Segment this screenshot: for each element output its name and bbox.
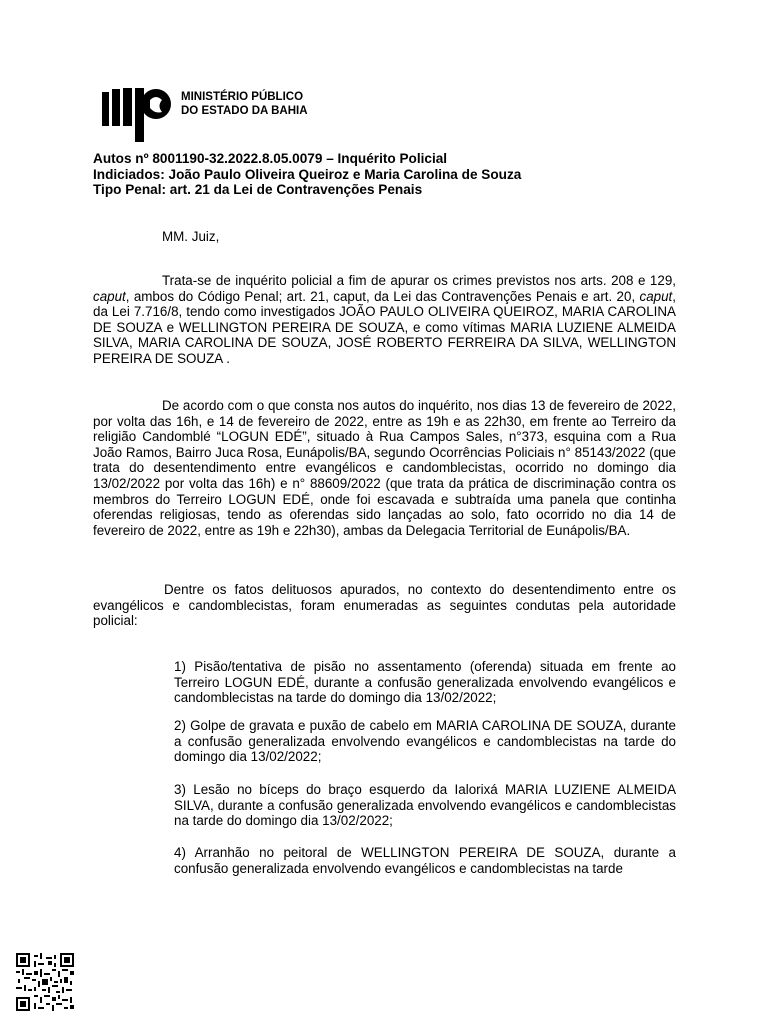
case-autos: Autos nº 8001190-32.2022.8.05.0079 – Inquérito Policial [93, 151, 448, 166]
case-header [93, 151, 521, 198]
p1-caput-2: caput [639, 288, 673, 304]
qr-code-icon [16, 953, 74, 1011]
paragraph-conducts-intro [93, 582, 676, 629]
case-tipo-penal: Tipo Penal: art. 21 da Lei de Contravenções Penais [93, 182, 423, 197]
list-item: 2) Golpe de gravata e puxão de cabelo em MARIA CAROLINA DE SOUZA, durante a confusão generalizada envolvendo evangélicos e candomblecistas na tarde do domingo dia 13/02/2022; [174, 718, 676, 765]
p1-text-a: Trata-se de inquérito policial a fim de apurar os crimes previstos nos arts. 208 e 129, [162, 273, 676, 288]
p2-text: De acordo com o que consta nos autos do inquérito, nos dias 13 de fevereiro de 2022, por volta das 16h, e 14 de fevereiro de 2022, entre as 19h e as 22h30, em frente ao Terreiro da religião Candomblé “LOGUN EDÉ”, situado à Rua Campos Sales, n°373, esquina com a Rua João Ramos, Bairro Juca Rosa, Eunápolis/BA, segundo Ocorrências Policiais n° 85143/2022 (que trata do desentendimento entre evangélicos e candomblecistas, ocorrido no domingo dia 13/02/2022 por volta das 16h) e n° 88609/2022 (que trata da prática de discriminação contra os membros do Terreiro LOGUN EDÉ, onde foi escavada e subtraída uma panela que continha oferendas religiosas, tendo as oferendas sido lançadas ao solo, fato ocorrido no dia 14 de fevereiro de 2022, entre as 19h e 22h30), ambas da Delegacia Territorial de Eunápolis/BA. [93, 398, 676, 538]
p1-text-e: , da Lei 7.716/8, tendo como investigados JOÃO PAULO OLIVEIRA QUEIROZ, MARIA CAROLINA DE SOUZA e WELLINGTON PEREIRA DE SOUZA, e como vítimas MARIA LUZIENE ALMEIDA SILVA, MARIA CAROLINA DE SOUZA, JOSÉ ROBERTO FERREIRA DA SILVA, WELLINGTON PEREIRA DE SOUZA . [93, 288, 676, 366]
org-line-1: MINISTÉRIO PÚBLICO [181, 91, 304, 103]
salutation: MM. Juiz, [162, 229, 220, 244]
list-item: 1) Pisão/tentativa de pisão no assentamento (oferenda) situada em frente ao Terreiro LOGUN EDÉ, durante a confusão generalizada envolvendo evangélicos e candomblecistas na tarde do domingo dia 13/02/2022; [174, 659, 676, 706]
p3-text: Dentre os fatos delituosos apurados, no contexto do desentendimento entre os evangélicos e candomblecistas, foram enumeradas as seguintes condutas pela autoridade policial: [93, 582, 676, 629]
paragraph-introduction [93, 273, 676, 367]
mp-logo-icon [100, 86, 172, 144]
header-logo [100, 86, 320, 146]
p1-text-c: , ambos do Código Penal; art. 21, caput, da Lei das Contravenções Penais e art. 20, [125, 288, 640, 304]
p1-caput-1: caput [93, 288, 126, 304]
org-line-2: DO ESTADO DA BAHIA [181, 105, 308, 117]
list-item: 3) Lesão no bíceps do braço esquerdo da Ialorixá MARIA LUZIENE ALMEIDA SILVA, durante a confusão generalizada envolvendo evangélicos e candomblecistas na tarde do domingo dia 13/02/2022; [174, 782, 676, 829]
case-indiciados: Indiciados: João Paulo Oliveira Queiroz e Maria Carolina de Souza [93, 166, 522, 182]
organization-name [181, 90, 308, 118]
paragraph-facts [93, 398, 676, 538]
list-item: 4) Arranhão no peitoral de WELLINGTON PEREIRA DE SOUZA, durante a confusão generalizada envolvendo evangélicos e candomblecistas na tarde [174, 845, 676, 876]
